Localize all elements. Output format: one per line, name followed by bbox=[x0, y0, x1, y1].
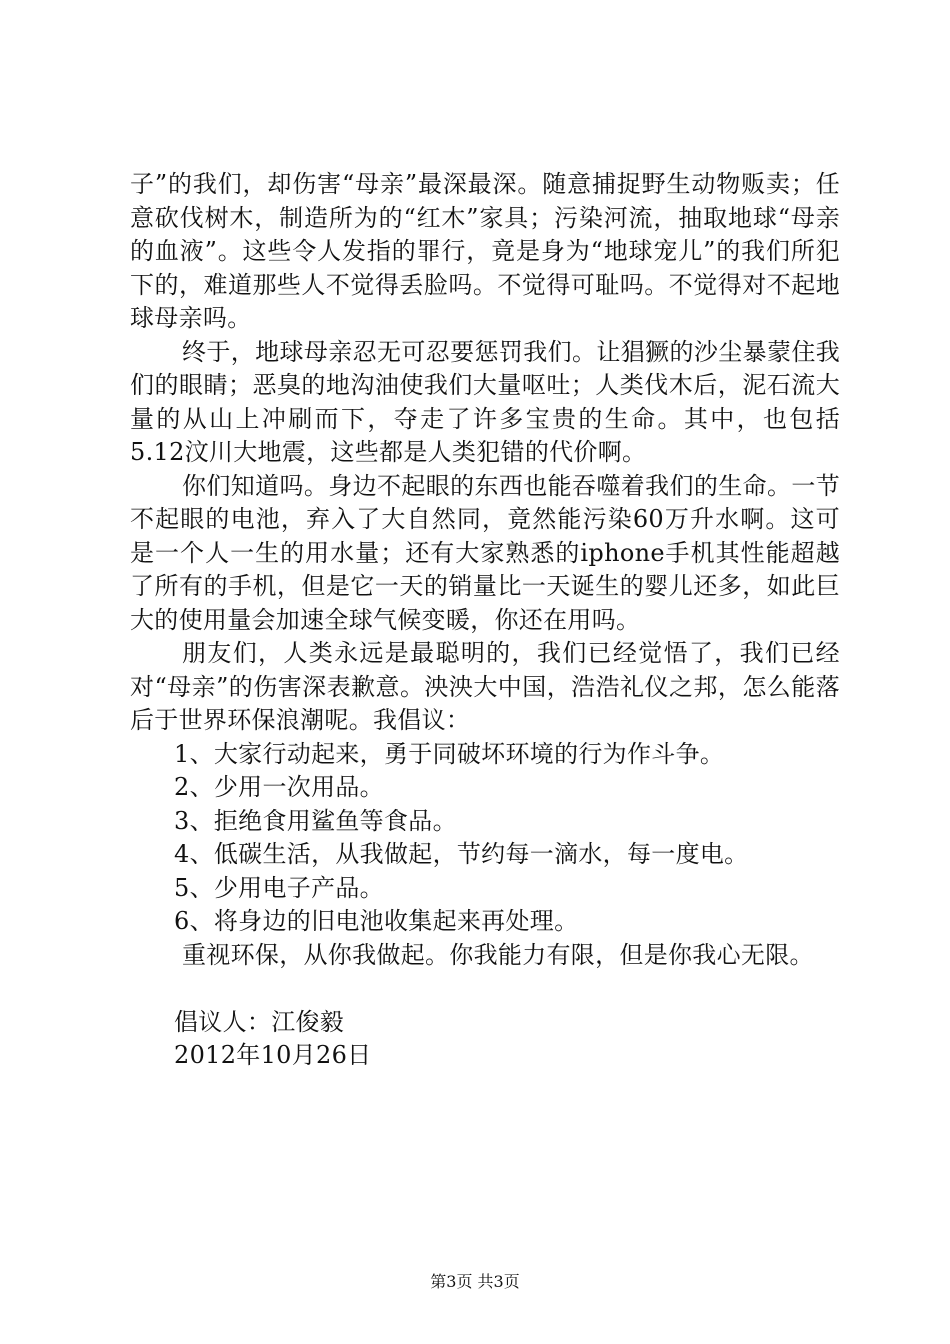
paragraph-1: 子”的我们，却伤害“母亲”最深最深。随意捕捉野生动物贩卖；任意砍伐树木，制造所为的“红木”家具；污染河流，抽取地球“母亲的血液”。这些令人发指的罪行，竟是身为“地球宠儿”的我们所犯下的，难道那些人不觉得丢脸吗。不觉得可耻吗。不觉得对不起地球母亲吗。 bbox=[130, 170, 840, 332]
paragraph-2: 终于，地球母亲忍无可忍要惩罚我们。让猖獗的沙尘暴蒙住我们的眼睛；恶臭的地沟油使我们大量呕吐；人类伐木后，泥石流大量的从山上冲刷而下，夺走了许多宝贵的生命。其中，也包括5.12汶川大地震，这些都是人类犯错的代价啊。 bbox=[130, 337, 840, 466]
paragraph-4: 朋友们，人类永远是最聪明的，我们已经觉悟了，我们已经对“母亲”的伤害深表歉意。泱泱大中国，浩浩礼仪之邦，怎么能落后于世界环保浪潮呢。我倡议： bbox=[130, 639, 840, 734]
proposal-item-2: 2、少用一次用品。 bbox=[174, 773, 384, 801]
proposal-list bbox=[130, 738, 840, 939]
signer-line: 倡议人：江俊毅 bbox=[174, 1007, 345, 1036]
date-line: 2012年10月26日 bbox=[174, 1041, 372, 1069]
proposal-item-6: 6、将身边的旧电池收集起来再处理。 bbox=[174, 907, 579, 935]
closing-line: 重视环保，从你我做起。你我能力有限，但是你我心无限。 bbox=[182, 940, 814, 969]
proposal-item-5: 5、少用电子产品。 bbox=[174, 873, 384, 902]
proposal-item-4: 4、低碳生活，从我做起，节约每一滴水，每一度电。 bbox=[174, 840, 749, 868]
document-body bbox=[130, 168, 840, 1073]
proposal-item-1: 1、大家行动起来，勇于同破坏环境的行为作斗争。 bbox=[174, 739, 725, 768]
paragraph-3: 你们知道吗。身边不起眼的东西也能吞噬着我们的生命。一节不起眼的电池，弃入了大自然同，竟然能污染60万升水啊。这可是一个人一生的用水量；还有大家熟悉的iphone手机其性能超越了所有的手机，但是它一天的销量比一天诞生的婴儿还多，如此巨大的使用量会加速全球气候变暖，你还在用吗。 bbox=[130, 471, 840, 634]
blank-line bbox=[130, 972, 840, 1006]
page-footer: 第3页 共3页 bbox=[430, 1272, 520, 1291]
proposal-item-3: 3、拒绝食用鲨鱼等食品。 bbox=[174, 806, 457, 835]
